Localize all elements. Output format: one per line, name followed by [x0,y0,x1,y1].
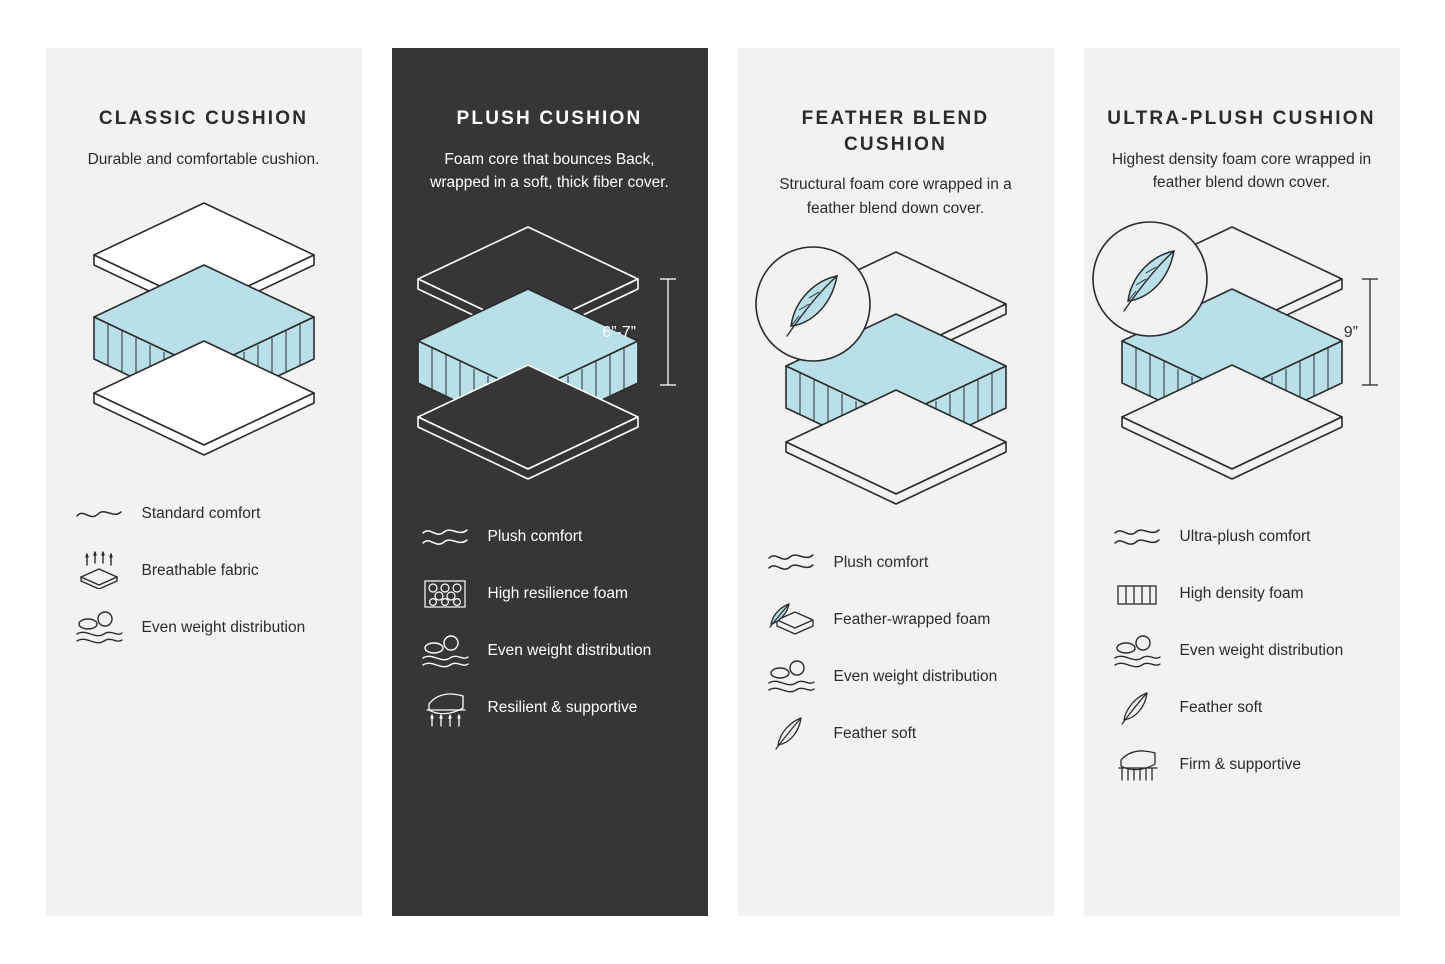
list-item [1110,745,1374,785]
list-item [72,493,336,533]
card-description: Foam core that bounces Back, wrapped in a soft, thick fiber cover. [430,150,669,192]
list-item [1110,688,1374,728]
list-item-label: Even weight distribution [1179,642,1344,660]
feature-list [418,517,682,728]
list-item [1110,631,1374,671]
cushion-layers-diagram [746,238,1046,516]
list-item-label: Breathable fabric [141,561,259,579]
cushion-layers-diagram [54,189,354,467]
exploded-cushion-illustration [751,242,1041,512]
list-item [418,631,682,671]
exploded-cushion-illustration [400,217,700,487]
wave-icon [418,517,472,557]
list-item [418,517,682,557]
feature-list [764,542,1028,753]
weight-distribution-icon [764,656,818,696]
exploded-cushion-illustration [64,193,344,463]
page-title: CLASSIC CUSHION [98,108,309,129]
cushion-layers-diagram [400,213,700,491]
weight-distribution-icon [418,631,472,671]
cushion-card-classic [46,48,362,916]
card-description: Highest density foam core wrapped in feather blend down cover. [1111,150,1372,192]
list-item-label: Feather soft [1179,699,1263,717]
cushion-card-feather-blend [738,48,1054,916]
dimension-label: 9” [1343,323,1358,341]
list-item [72,550,336,590]
weight-distribution-icon [1110,631,1164,671]
list-item-label: Firm & supportive [1179,756,1301,774]
cushion-card-plush [392,48,708,916]
wave-icon [72,493,126,533]
feature-list [1110,517,1374,785]
list-item [418,574,682,614]
list-item-label: Standard comfort [141,504,261,522]
wave-icon [764,542,818,582]
exploded-cushion-illustration [1092,217,1392,487]
feather-icon [764,713,818,753]
list-item [1110,574,1374,614]
cushion-layers-diagram [1092,213,1392,491]
breathable-fabric-icon [72,550,126,590]
list-item [1110,517,1374,557]
list-item [764,599,1028,639]
list-item [418,688,682,728]
high-density-foam-icon [1110,574,1164,614]
page-title: FEATHER BLEND CUSHION [801,108,990,155]
resilient-support-icon [418,688,472,728]
page-title: ULTRA-PLUSH CUSHION [1107,108,1376,129]
list-item [764,542,1028,582]
firm-support-icon [1110,745,1164,785]
weight-distribution-icon [72,607,126,647]
list-item [764,713,1028,753]
list-item-label: Resilient & supportive [487,699,638,717]
card-description: Structural foam core wrapped in a feather blend down cover. [779,176,1012,217]
card-description: Durable and comfortable cushion. [87,150,320,168]
list-item-label: High density foam [1179,585,1304,603]
feather-icon [1110,688,1164,728]
feather-badge [1093,222,1207,336]
cushion-card-ultra-plush [1084,48,1400,916]
list-item-label: Even weight distribution [833,667,998,685]
honeycomb-foam-icon [418,574,472,614]
list-item-label: Feather-wrapped foam [833,610,991,628]
list-item-label: High resilience foam [487,585,628,603]
list-item-label: Plush comfort [487,528,583,546]
wave-icon [1110,517,1164,557]
feather-wrapped-foam-icon [764,599,818,639]
list-item-label: Even weight distribution [487,642,652,660]
list-item-label: Ultra-plush comfort [1179,528,1311,546]
list-item [764,656,1028,696]
feather-badge [756,247,870,361]
page-title: PLUSH CUSHION [456,108,643,129]
list-item-label: Plush comfort [833,553,929,571]
dimension-label: 6”-7” [601,323,636,341]
list-item-label: Feather soft [833,724,917,742]
list-item [72,607,336,647]
list-item-label: Even weight distribution [141,618,306,636]
feature-list [72,493,336,647]
